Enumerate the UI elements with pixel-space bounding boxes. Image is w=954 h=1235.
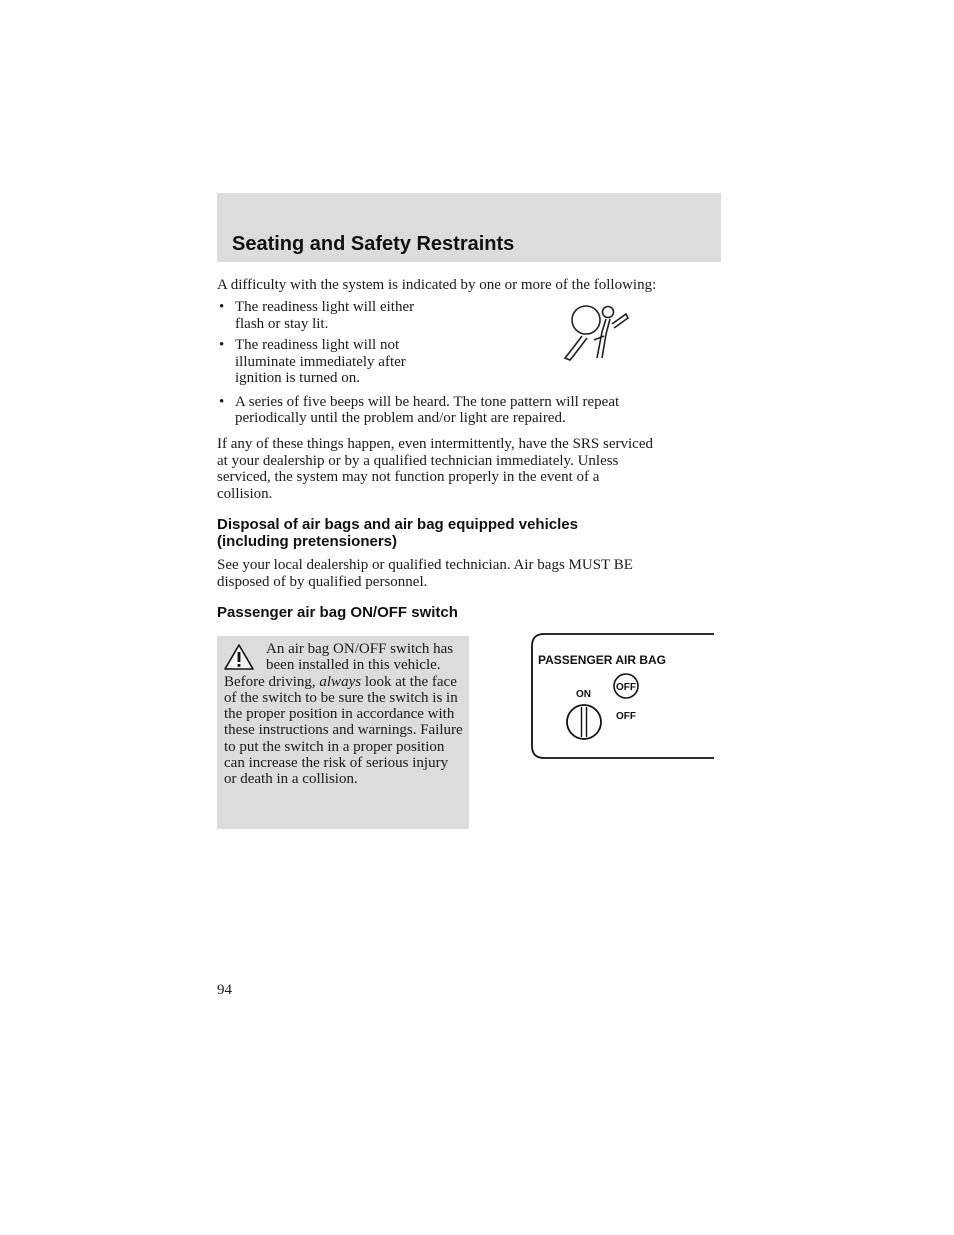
off-label: OFF (616, 711, 636, 722)
rotary-knob-icon (567, 705, 601, 739)
passenger-airbag-switch-panel (530, 632, 720, 762)
section-header-band (217, 193, 721, 262)
switch-heading: Passenger air bag ON/OFF switch (217, 604, 458, 621)
list-item: • The readiness light will either flash or stay lit. (219, 299, 415, 332)
airbag-readiness-icon (562, 302, 632, 364)
off-indicator-lamp (614, 674, 638, 698)
page-number: 94 (217, 982, 232, 998)
intro-paragraph: A difficulty with the system is indicated by one or more of the following: (217, 277, 657, 293)
list-item: • A series of five beeps will be heard. The tone pattern will repeat periodically until the problem and/or light are repaired. (219, 393, 620, 426)
symptom-list (217, 299, 735, 427)
panel-title: PASSENGER AIR BAG (538, 653, 667, 667)
disposal-paragraph: See your local dealership or qualified technician. Air bags MUST BE disposed of by qualified personnel. (217, 557, 633, 590)
disposal-heading: Disposal of air bags and air bag equipped vehicles (including pretensioners) (217, 516, 578, 550)
warning-box (217, 636, 469, 829)
on-label: ON (576, 689, 591, 700)
section-title: Seating and Safety Restraints (232, 233, 515, 255)
svg-text:OFF: OFF (616, 682, 636, 693)
list-item: • The readiness light will not illuminate immediately after ignition is turned on. (219, 337, 406, 386)
warning-text: An air bag ON/OFF switch has been installed in this vehicle. Before driving, always look at the face of the switch to be sure the switch is in the proper position in accordance with these instructions and warnings. Failure to put the switch in a proper position can increase the risk of serious injury or death in a collision. (224, 641, 463, 788)
